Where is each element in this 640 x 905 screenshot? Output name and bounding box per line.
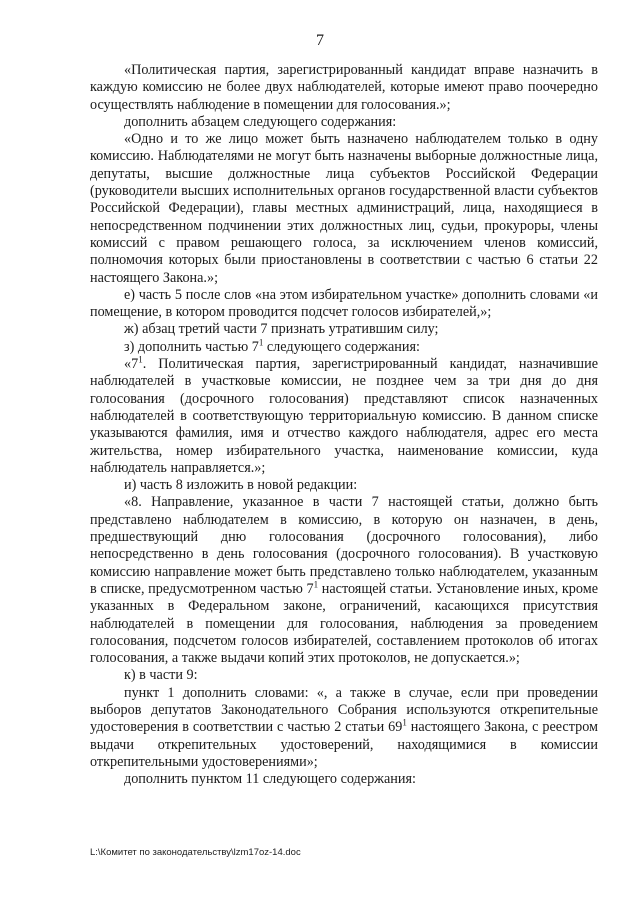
paragraph-text: пункт 1 дополнить словами: «, а также в случае, если при проведении выборов депутатов Законодательного Собрания используются открепительные удостоверения в соответствии с частью 2 статьи 69 — [90, 684, 598, 736]
paragraph-text: ж) абзац третий части 7 признать утратившим силу; — [124, 321, 439, 338]
paragraph — [90, 62, 598, 114]
paragraph — [90, 494, 598, 667]
paragraph — [90, 287, 598, 322]
paragraph-text-cont: настоящего Закона, с реестром выдачи открепительных удостоверений, находящимися в комиссии открепительными удостоверениями»; — [90, 719, 598, 770]
paragraph — [90, 685, 598, 771]
paragraph-text-cont: настоящей статьи. Установление иных, кроме указанных в Федеральном законе, ограничений, касающихся присутствия наблюдателей в помещении для голосования, наблюдения за проведением голосования, подсчетом голосов избирателей, составлением протоколов об итогах голосования, а также выдачи копий этих протоколов, не допускается.»; — [90, 580, 598, 667]
paragraph — [90, 356, 598, 477]
paragraph-text: з) дополнить частью 7 — [124, 338, 259, 355]
paragraph-text-cont: . Политическая партия, зарегистрированный кандидат, назначившие наблюдателей в участковые комиссии, не позднее чем за три дня до дня голосования (досрочного голосования) представляют список назначенных наблюдателей в соответствующую территориальную комиссию. В данном списке указываются фамилия, имя и отчество каждого наблюдателя, адрес его места жительства, номер избирательного участка, наименование комиссии, куда наблюдатель направляется.»; — [90, 356, 598, 476]
paragraph — [90, 321, 598, 338]
paragraph-text: е) часть 5 после слов «на этом избирательном участке» дополнить словами «и помещение, в котором проводится подсчет голосов избирателей,»; — [90, 286, 598, 321]
paragraph — [90, 131, 598, 287]
superscript: 1 — [138, 354, 143, 365]
paragraph-text: дополнить пунктом 11 следующего содержания: — [124, 771, 416, 788]
paragraph — [90, 667, 598, 684]
paragraph — [90, 771, 598, 788]
superscript: 1 — [402, 717, 407, 728]
paragraph — [90, 477, 598, 494]
paragraph-text: «8. Направление, указанное в части 7 настоящей статьи, должно быть представлено наблюдателем в комиссию, в которую он назначен, в день, предшествующий дню голосования (досрочного голосования), либо непосредственно в день голосования (досрочного голосования). В участковую комиссию направление может быть представлено только наблюдателем, указанным в списке, предусмотренном частью 7 — [90, 494, 598, 597]
paragraph-text: «Одно и то же лицо может быть назначено наблюдателем только в одну комиссию. Наблюдателями не могут быть назначены выборные должностные лица, депутаты, высшие должностные лица субъектов Российской Федерации (руководители высших исполнительных органов государственной власти субъектов Российской Федерации), главы местных администраций, лица, находящиеся в непосредственном подчинении этих должностных лиц, судьи, прокуроры, члены комиссий с правом решающего голоса, за исключением членов комиссий, полномочия которых были приостановлены в соответствии с частью 6 статьи 22 настоящего Закона.»; — [90, 131, 598, 286]
paragraph-text: дополнить абзацем следующего содержания: — [124, 113, 397, 130]
footer-file-path: L:\Комитет по законодательству\lzm17oz-14.doc — [90, 847, 301, 858]
superscript: 1 — [313, 579, 319, 590]
paragraph-text-cont: следующего содержания: — [263, 338, 420, 355]
superscript: 1 — [258, 337, 264, 348]
paragraph-text: «Политическая партия, зарегистрированный кандидат вправе назначить в каждую комиссию не более двух наблюдателей, которые имеют право поочередно осуществлять наблюдение в помещении для голосования.»; — [90, 62, 598, 113]
paragraph — [90, 339, 598, 356]
paragraph-text: к) в части 9: — [124, 667, 198, 684]
page-number: 7 — [316, 32, 324, 49]
document-body — [90, 62, 598, 788]
paragraph — [90, 114, 598, 131]
paragraph-text: «7 — [124, 356, 139, 373]
paragraph-text: и) часть 8 изложить в новой редакции: — [124, 477, 358, 494]
